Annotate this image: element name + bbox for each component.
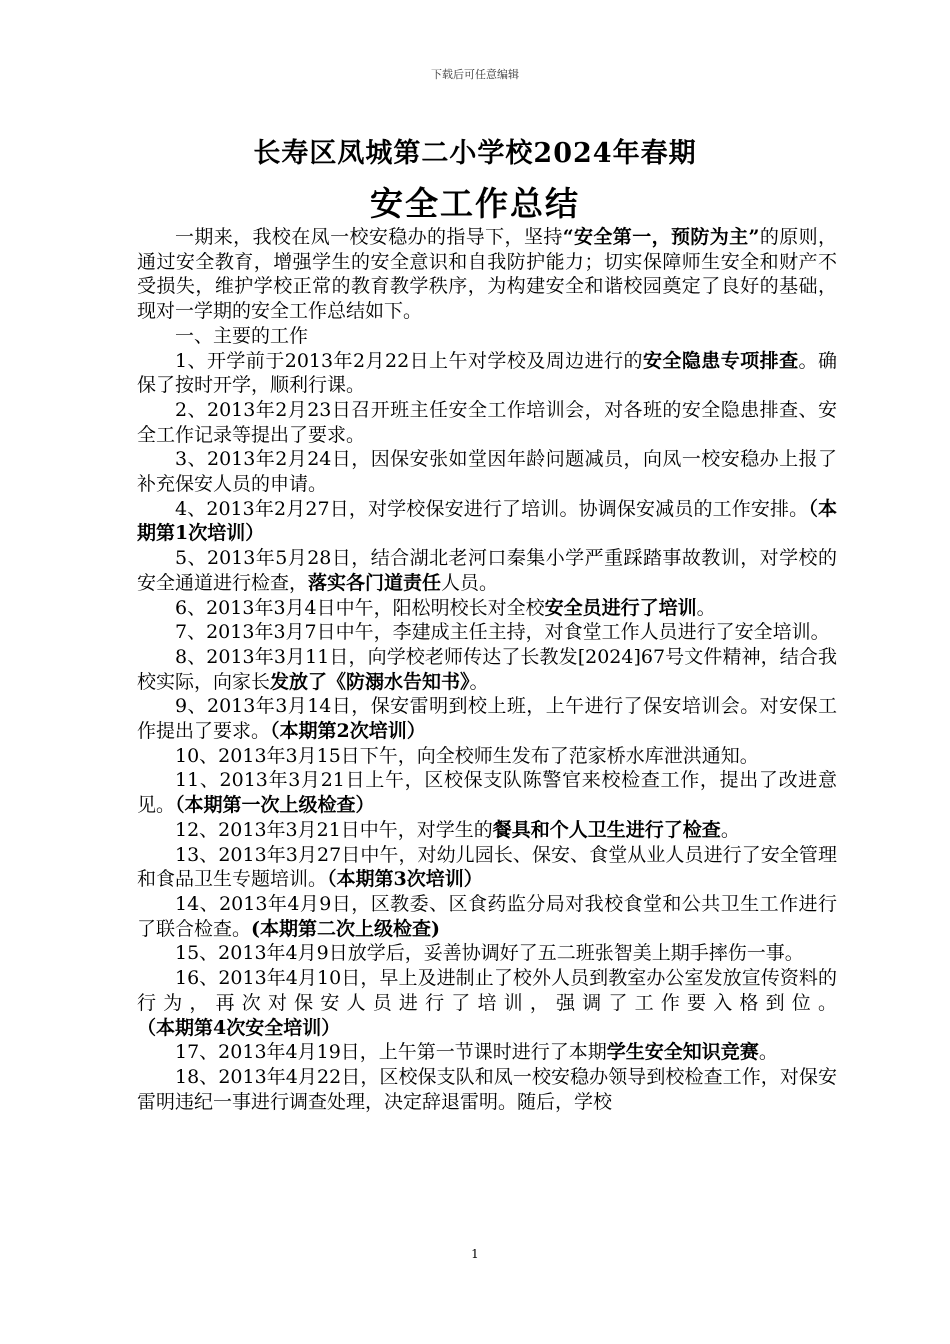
- list-item: [137, 546, 837, 595]
- bold-run: 发放了《防溺水告知书》: [270, 670, 470, 693]
- bold-run: “安全第一，预防为主”: [562, 226, 760, 248]
- bold-run: 安全员进行了培训: [544, 596, 697, 619]
- text-run: 12、2013年3月21日中午，对学生的: [175, 818, 493, 841]
- list-item: [137, 398, 837, 447]
- list-item: [137, 1065, 837, 1114]
- document-body: [137, 225, 837, 1114]
- list-item: [137, 768, 837, 817]
- text-run: 5、2013年5月28日，结合湖北老河口秦集小学严重踩踏事故教训，对学校的安全通道进行检查，: [137, 547, 837, 594]
- text-run: 14、2013年4月9日，区教委、区食药监分局对我校食堂和公共卫生工作进行了联合检查。: [137, 892, 837, 940]
- text-run: 。: [758, 1041, 778, 1064]
- list-item: [137, 620, 837, 645]
- bold-run: 学生安全知识竞赛: [606, 1041, 759, 1064]
- text-run: 。确保了按时开学，顺利行课。: [137, 349, 837, 397]
- text-run: 的原则，通过安全教育，增强学生的安全意识和自我防护能力；切实保障师生安全和财产不受损失，维护学校正常的教育教学秩序，为构建安全和谐校园奠定了良好的基础，现对一学期的安全工作总结如下。: [137, 226, 837, 323]
- text-run: 2、2013年2月23日召开班主任安全工作培训会，对各班的安全隐患排查、安全工作记录等提出了要求。: [137, 398, 837, 446]
- list-item: [137, 447, 837, 496]
- text-run: 一期来，我校在凤一校安稳办的指导下，坚持: [175, 226, 563, 248]
- text-run: 17、2013年4月19日，上午第一节课时进行了本期: [175, 1041, 607, 1064]
- text-run: 18、2013年4月22日，区校保支队和凤一校安稳办领导到校检查工作，对保安雷明违纪一事进行调查处理，决定辞退雷明。随后，学校: [137, 1065, 837, 1113]
- list-item: [137, 596, 837, 621]
- bold-run: （本期第4次安全培训）: [137, 1016, 341, 1039]
- text-run: 人员。: [441, 571, 499, 594]
- text-run: 13、2013年3月27日中午，对幼儿园长、保安、食堂从业人员进行了安全管理和食品卫生专题培训。: [137, 843, 837, 891]
- text-run: 1、开学前于2013年2月22日上午对学校及周边进行的: [175, 349, 643, 372]
- bold-run: 餐具和个人卫生进行了检查: [492, 818, 721, 841]
- list-item: [137, 818, 837, 843]
- text-run: 10、2013年3月15日下午，向全校师生发布了范家桥水库泄洪通知。: [175, 744, 759, 767]
- list-item: [137, 349, 837, 398]
- page-number: 1: [471, 1247, 479, 1261]
- bold-run: （本期第2次培训）: [270, 720, 426, 743]
- title-line-1: 长寿区凤城第二小学校2024年春期: [253, 138, 697, 169]
- list-item: [137, 645, 837, 694]
- intro-paragraph: [137, 225, 837, 324]
- list-item: [137, 744, 837, 769]
- list-item: [137, 966, 837, 1040]
- bold-run: 落实各门道责任: [308, 571, 442, 594]
- page-header: 下载后可任意编辑: [431, 68, 519, 81]
- text-run: 。: [720, 818, 740, 841]
- text-run: 。: [696, 596, 716, 619]
- list-item: [137, 694, 837, 743]
- bold-run: （本期第3次培训）: [327, 868, 483, 891]
- list-item: [137, 497, 837, 546]
- title-line-2: 安全工作总结: [370, 184, 580, 223]
- text-run: 9、2013年3月14日，保安雷明到校上班，上午进行了保安培训会。对安保工作提出了要求。: [137, 695, 837, 743]
- text-run: 11、2013年3月21日上午，区校保支队陈警官来校检查工作，提出了改进意见。: [137, 769, 837, 817]
- text-run: 16、2013年4月10日，早上及进制止了校外人员到教室办公室发放宣传资料的行为，再次对保安人员进行了培训，强调了工作要入格到位。: [137, 967, 837, 1014]
- bold-run: （本期第一次上级检查）: [175, 794, 375, 817]
- bold-run: 安全隐患专项排查: [642, 349, 799, 372]
- text-run: 3、2013年2月24日，因保安张如堂因年龄问题减员，向凤一校安稳办上报了补充保安人员的申请。: [137, 448, 837, 496]
- text-run: 8、2013年3月11日，向学校老师传达了长教发[2024]67号文件精神，结合我校实际，向家长: [137, 645, 837, 693]
- text-run: 4、2013年2月27日，对学校保安进行了培训。协调保安减员的工作安排。: [175, 497, 809, 520]
- bold-run: (本期第二次上级检查): [251, 917, 440, 940]
- text-run: 。: [469, 670, 489, 693]
- text-run: 15、2013年4月9日放学后，妥善协调好了五二班张智美上期手摔伤一事。: [175, 942, 804, 965]
- list-item: [137, 843, 837, 892]
- bold-run: （本期第1次培训）: [137, 497, 837, 545]
- text-run: 6、2013年3月4日中午，阳松明校长对全校: [175, 596, 545, 619]
- list-item: [137, 892, 837, 941]
- list-item: [137, 941, 837, 966]
- section-heading: 一、主要的工作: [175, 324, 309, 347]
- text-run: 7、2013年3月7日中午，李建成主任主持，对食堂工作人员进行了安全培训。: [175, 621, 830, 644]
- list-item: [137, 1040, 837, 1065]
